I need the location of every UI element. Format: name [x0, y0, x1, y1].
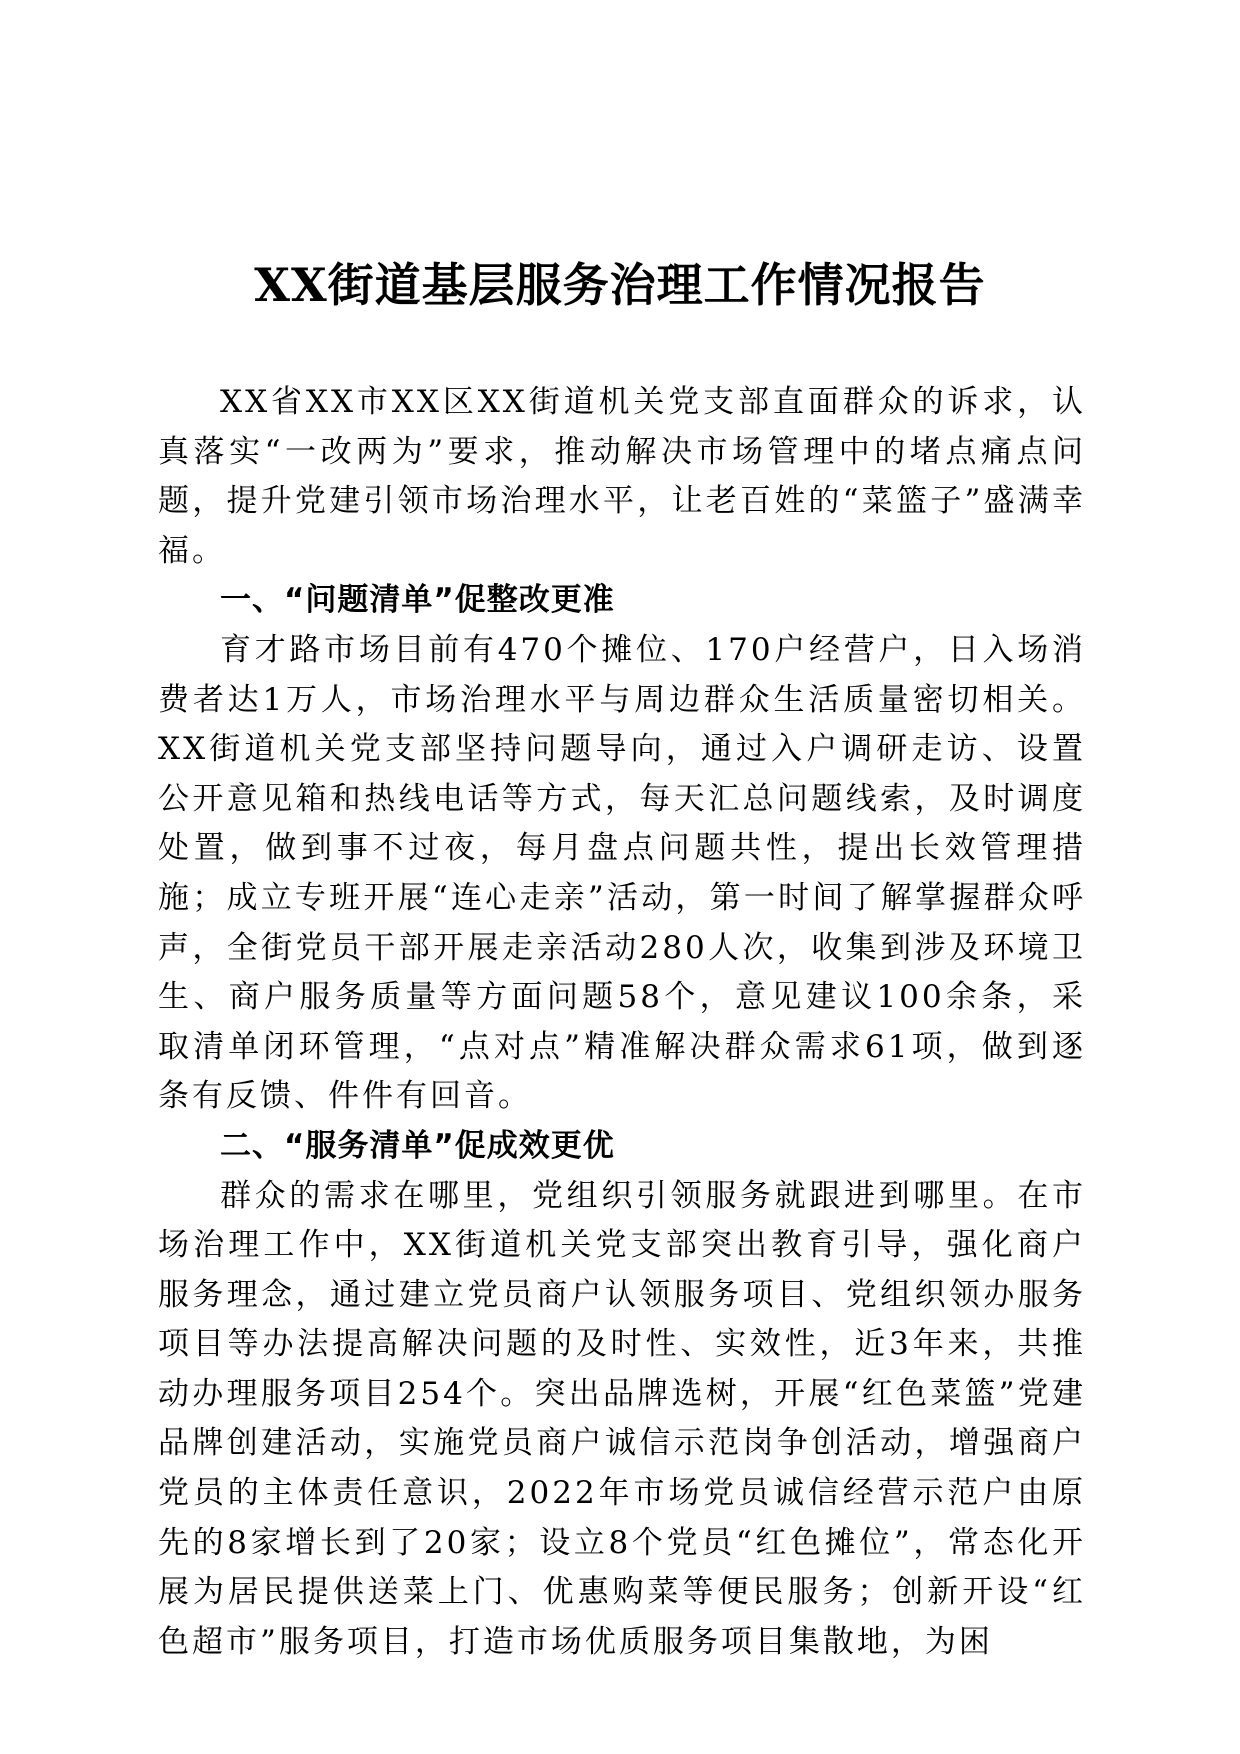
section-body-1: 育才路市场目前有470个摊位、170户经营户，日入场消费者达1万人，市场治理水平与周边群众生活质量密切相关。XX街道机关党支部坚持问题导向，通过入户调研走访、设置公开意见箱和热线电话等方式，每天汇总问题线索，及时调度处置，做到事不过夜，每月盘点问题共性，提出长效管理措施；成立专班开展“连心走亲”活动，第一时间了解掌握群众呼声，全街党员干部开展走亲活动280人次，收集到涉及环境卫生、商户服务质量等方面问题58个，意见建议100余条，采取清单闭环管理，“点对点”精准解决群众需求61项，做到逐条有反馈、件件有回音。 [158, 631, 1086, 1115]
section-heading-2: 二、“服务清单”促成效更优 [220, 1127, 615, 1164]
document-title: XX街道基层服务治理工作情况报告 [254, 258, 986, 312]
section-body-2: 群众的需求在哪里，党组织引领服务就跟进到哪里。在市场治理工作中，XX街道机关党支部突出教育引导，强化商户服务理念，通过建立党员商户认领服务项目、党组织领办服务项目等办法提高解决问题的及时性、实效性，近3年来，共推动办理服务项目254个。突出品牌选树，开展“红色菜篮”党建品牌创建活动，实施党员商户诚信示范岗争创活动，增强商户党员的主体责任意识，2022年市场党员诚信经营示范户由原先的8家增长到了20家；设立8个党员“红色摊位”，常态化开展为居民提供送菜上门、优惠购菜等便民服务；创新开设“红色超市”服务项目，打造市场优质服务项目集散地，为困 [158, 1177, 1086, 1660]
section-heading-1: 一、“问题清单”促整改更准 [220, 582, 615, 619]
intro-paragraph: XX省XX市XX区XX街道机关党支部直面群众的诉求，认真落实“一改两为”要求，推动解决市场管理中的堵点痛点问题，提升党建引领市场治理水平，让老百姓的“菜篮子”盛满幸福。 [158, 384, 1086, 569]
document-body [158, 378, 1086, 1667]
